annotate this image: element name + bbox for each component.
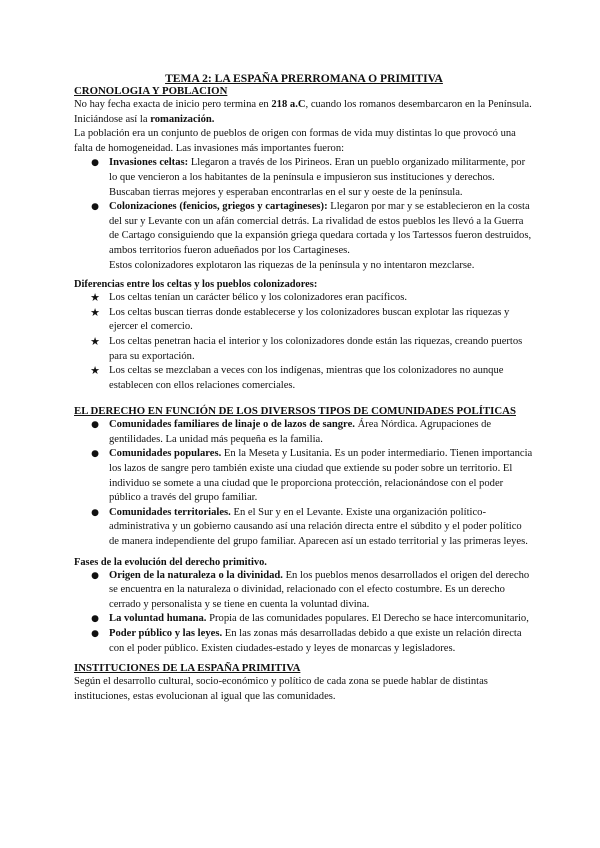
paragraph-colonizadores: Estos colonizadores explotaron las riquezas de la península y no intentaron mezclarse. <box>109 259 475 271</box>
bullet-list-invasiones <box>74 156 534 258</box>
section-heading-cronologia: CRONOLOGIA Y POBLACION <box>74 85 228 97</box>
bullet-list-comunidades <box>74 418 534 549</box>
document-page <box>74 72 534 704</box>
section-heading-derecho: EL DERECHO EN FUNCIÓN DE LOS DIVERSOS TIPOS DE COMUNIDADES POLÍTICAS <box>74 405 516 418</box>
star-icon: ★ <box>90 364 100 378</box>
bullet-list-fases <box>74 569 534 657</box>
list-item: ★ Los celtas penetran hacia el interior y los colonizadores donde están las riquezas, creando puertos para su exportación. <box>90 334 523 362</box>
section-heading-instituciones: INSTITUCIONES DE LA ESPAÑA PRIMITIVA <box>74 662 301 675</box>
list-item: ● Comunidades populares. En la Meseta y Lusitania. Es un poder intermediario. Tienen importancia los lazos de sangre pero también existe una ciudad que extiende su poder sobre un territorio. El individuo se somete a una ciudad que le proporciona protección, relacionándose con el poder público a través del grupo familiar. <box>74 447 534 505</box>
star-icon: ★ <box>90 291 100 305</box>
list-item: ★ Los celtas buscan tierras donde establecerse y los colonizadores buscan explotar las riquezas y ejercer el comercio. <box>90 305 510 333</box>
bullet-icon: ● <box>91 158 99 169</box>
bullet-icon: ● <box>91 614 99 625</box>
paragraph-instituciones: Según el desarrollo cultural, socio-económico y político de cada zona se puede hablar de distintas instituciones, estas evolucionan al igual que las comunidades. <box>74 676 488 702</box>
bullet-icon: ● <box>91 420 99 431</box>
star-icon: ★ <box>90 305 100 319</box>
paragraph-fecha: No hay fecha exacta de inicio pero termina en 218 a.C, cuando los romanos desembarcaron en la Península. Iniciándose así la romanización. <box>74 99 532 125</box>
list-item: ★ Los celtas se mezclaban a veces con los indígenas, mientras que los colonizadores no aunque establecen con ellos relaciones comerciales. <box>90 364 504 391</box>
paragraph-poblacion: La población era un conjunto de pueblos de origen con formas de vida muy distintas lo que provocó una falta de homogeneidad. Las invasiones más importantes fueron: <box>74 128 516 154</box>
star-icon: ★ <box>90 334 100 348</box>
bullet-icon: ● <box>91 629 99 639</box>
list-item: ● Comunidades territoriales. En el Sur y en el Levante. Existe una organización político-administrativa y un gobierno causando así una relación directa entre el súbdito y el poder político de manera independiente del grupo familiar. Aparecen así un estado territorial y las primeras leyes. <box>74 506 534 550</box>
list-item: ● Colonizaciones (fenicios, griegos y cartagineses): Llegaron por mar y se establecieron en la costa del sur y Levante con un afán comercial detrás. La rivalidad de estos pueblos les llevó a la Guerra de Cartago consiguiendo que la expansión griega quedara cortada y los Tartessos fueron destruidos, ambos territorios fueron adueñados por los Cartagineses. <box>74 200 534 258</box>
bullet-icon: ● <box>91 507 99 518</box>
list-item: ● Origen de la naturaleza o la divinidad. En los pueblos menos desarrollados el origen del derecho se encuentra en la naturaleza o divinidad, relacionado con el efecto costumbre. Es un derecho cerrado y personalista y se tiene en cuenta la voluntad divina. <box>74 569 534 613</box>
list-item: ● Comunidades familiares de linaje o de lazos de sangre. Área Nórdica. Agrupaciones de gentilidades. La unidad más pequeña es la familia. <box>74 418 534 447</box>
subheading-fases: Fases de la evolución del derecho primitivo. <box>74 556 267 568</box>
subheading-diferencias: Diferencias entre los celtas y los pueblos colonizadores: <box>74 279 318 291</box>
bullet-icon: ● <box>91 449 99 460</box>
list-item: ● Invasiones celtas: Llegaron a través de los Pirineos. Eran un pueblo organizado militarmente, por lo que vencieron a los habitantes de la península e impusieron sus instituciones y derechos. Buscaban tierras mejores y esperaban encontrarlas en el sur y oeste de la península. <box>74 156 534 200</box>
star-list-diferencias <box>74 291 534 393</box>
list-item: ★ Los celtas tenían un carácter bélico y los colonizadores eran pacíficos. <box>90 291 407 305</box>
document-title: TEMA 2: LA ESPAÑA PRERROMANA O PRIMITIVA <box>165 72 443 85</box>
list-item: ● La voluntad humana. Propia de las comunidades populares. El Derecho se hace intercomunitario, <box>74 612 534 627</box>
bullet-icon: ● <box>91 202 99 213</box>
list-item: ● Poder público y las leyes. En las zonas más desarrolladas debido a que existe un relación directa con el poder público. Existen ciudades-estado y leyes de monarcas y legisladores. <box>74 627 534 656</box>
bullet-icon: ● <box>91 570 99 581</box>
